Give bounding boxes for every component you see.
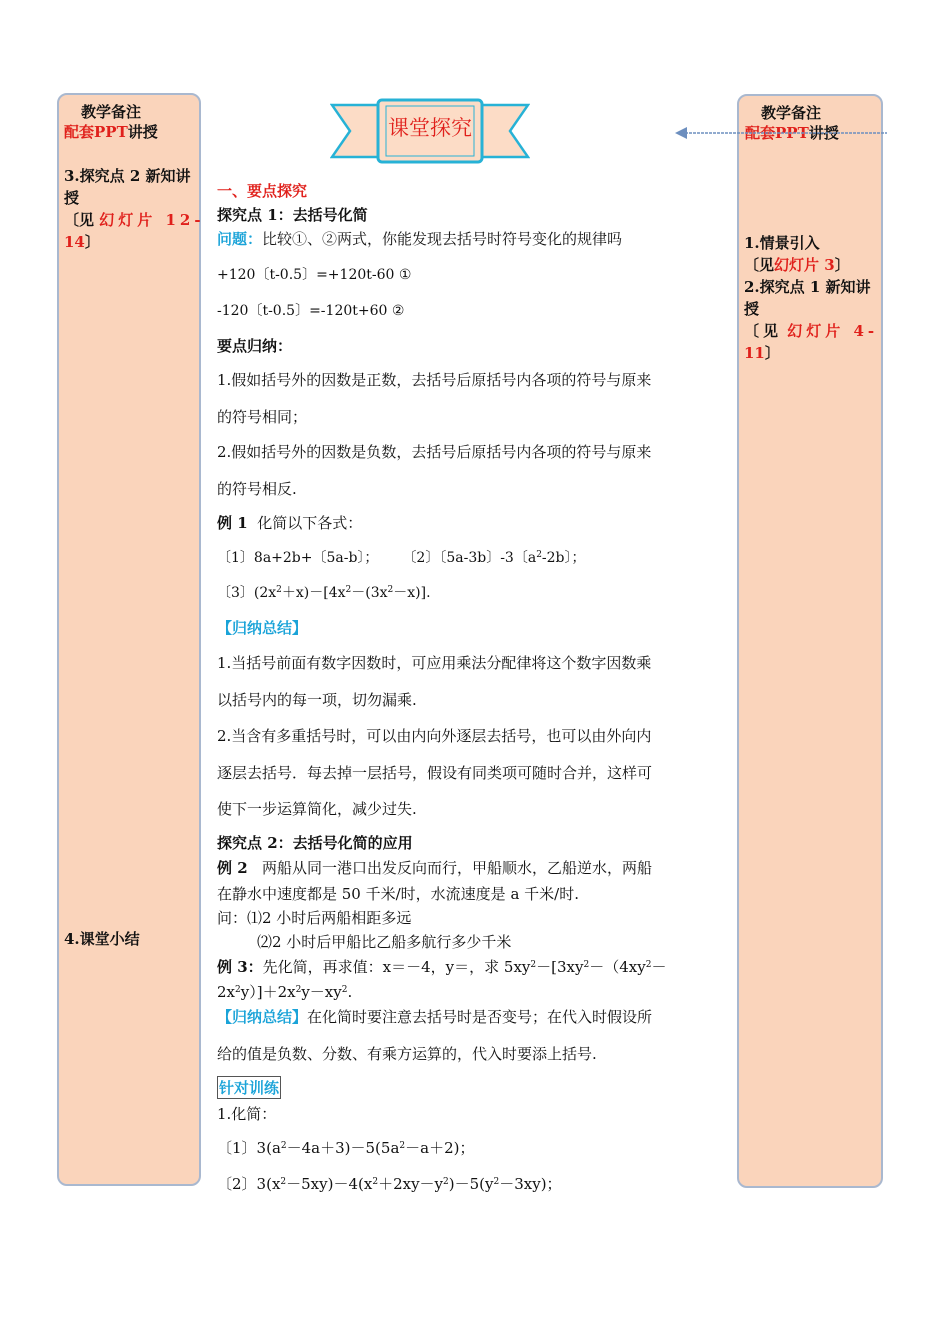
left-notes-title: 教学备注: [81, 103, 142, 121]
rule2-line1: 2.假如括号外的因数是负数，去括号后原括号内各项的符号与原来: [217, 443, 652, 461]
example2-question2: ⑵2 小时后甲船比乙船多航行多少千米: [257, 933, 512, 951]
left-notes-panel: [57, 93, 205, 1186]
left-item4: 4.课堂小结: [64, 930, 140, 948]
left-item3-ref-end: 14〕: [64, 233, 100, 251]
example1-problems: 〔1〕8a+2b+〔5a-b〕； 〔2〕〔5a-3b〕-3〔$a^2-2b$〕；: [217, 550, 586, 566]
right-item2-cont: 授: [744, 300, 760, 318]
right-notes-title: 教学备注: [761, 104, 822, 122]
point2-title: 探究点 2：去括号化简的应用: [217, 834, 413, 852]
right-item2-ref-end: 11〕: [744, 344, 780, 362]
conclusion1-line1: 1.当括号前面有数字因数时，可应用乘法分配律将这个数字因数乘: [217, 654, 652, 672]
point1-title: 探究点 1：去括号化简: [217, 206, 368, 224]
summary-title: 要点归纳：: [217, 337, 293, 355]
practice-label: 针对训练: [217, 1076, 281, 1099]
right-ppt-line: 配套PPT讲授: [745, 124, 839, 142]
right-item1-ref: 〔见幻灯片 3〕: [744, 256, 850, 274]
rule1-line2: 的符号相同；: [217, 408, 308, 426]
rule1-line1: 1.假如括号外的因数是正数，去括号后原括号内各项的符号与原来: [217, 371, 652, 389]
conclusion2-line3: 使下一步运算简化，减少过失.: [217, 800, 417, 818]
conclusion3-line2: 给的值是负数、分数、有乘方运算的，代入时要添上括号.: [217, 1045, 597, 1063]
section-title: 一、要点探究: [217, 182, 308, 200]
right-item1: 1.情景引入: [744, 234, 820, 252]
banner-title: 课堂探究: [388, 116, 472, 140]
right-notes-panel: [737, 94, 883, 1188]
question-line: 问题：比较①、②两式，你能发现去括号时符号变化的规律吗: [217, 230, 623, 248]
conclusion2-line2: 逐层去括号．每去掉一层括号，假设有同类项可随时合并，这样可: [217, 764, 653, 782]
equation-2: -120〔t-0.5〕=-120t+60 ②: [217, 303, 405, 319]
left-item3-cont: 授: [64, 189, 80, 207]
example2-line1: 例 2 两船从同一港口出发反向而行，甲船顺水，乙船逆水，两船: [217, 859, 652, 877]
example1-problem3: 〔3〕$(2x^2+x)-[4x^2-(3x^2-x)]$.: [217, 585, 431, 601]
rule2-line2: 的符号相反.: [217, 480, 297, 498]
example2-line2: 在静水中速度都是 50 千米/时，水流速度是 a 千米/时.: [217, 885, 579, 903]
conclusion1-line2: 以括号内的每一项，切勿漏乘.: [217, 691, 417, 709]
practice-intro: 1.化简：: [217, 1105, 277, 1123]
arrow-left-icon: [675, 126, 887, 140]
example2-question1: 问：⑴2 小时后两船相距多远: [217, 909, 412, 927]
practice-problem1: 〔1〕$3(a^2-4a+3)-5(5a^2-a+2)$；: [217, 1139, 475, 1157]
equation-1: +120〔t-0.5〕=+120t-60 ①: [217, 267, 412, 283]
example3-line2: $2x^2y)]+2x^2y-xy^2$.: [217, 983, 353, 1001]
left-item3-ref: 〔见 幻灯片 12-: [64, 211, 205, 229]
practice-problem2: 〔2〕$3(x^2-5xy)-4(x^2+2xy-y^2)-5(y^2-3xy)$；: [217, 1175, 562, 1193]
right-item2: 2.探究点 1 新知讲: [744, 278, 871, 296]
conclusion-label: 【归纳总结】: [217, 619, 308, 637]
left-ppt-line: 配套PPT讲授: [64, 123, 158, 141]
conclusion2-line1: 2.当含有多重括号时，可以由内向外逐层去括号，也可以由外向内: [217, 727, 652, 745]
conclusion3-line1: 【归纳总结】在化简时要注意去括号时是否变号；在代入时假设所: [217, 1008, 653, 1026]
right-item2-ref: 〔见 幻灯片 4-: [744, 322, 879, 340]
example1-title: 例 1 化简以下各式：: [217, 514, 363, 532]
left-item3: 3.探究点 2 新知讲: [64, 167, 191, 185]
example3-line1: 例 3：先化简，再求值：x＝－4，y＝，求 $5xy^2-[3xy^2-(4xy^2-$: [217, 958, 667, 976]
